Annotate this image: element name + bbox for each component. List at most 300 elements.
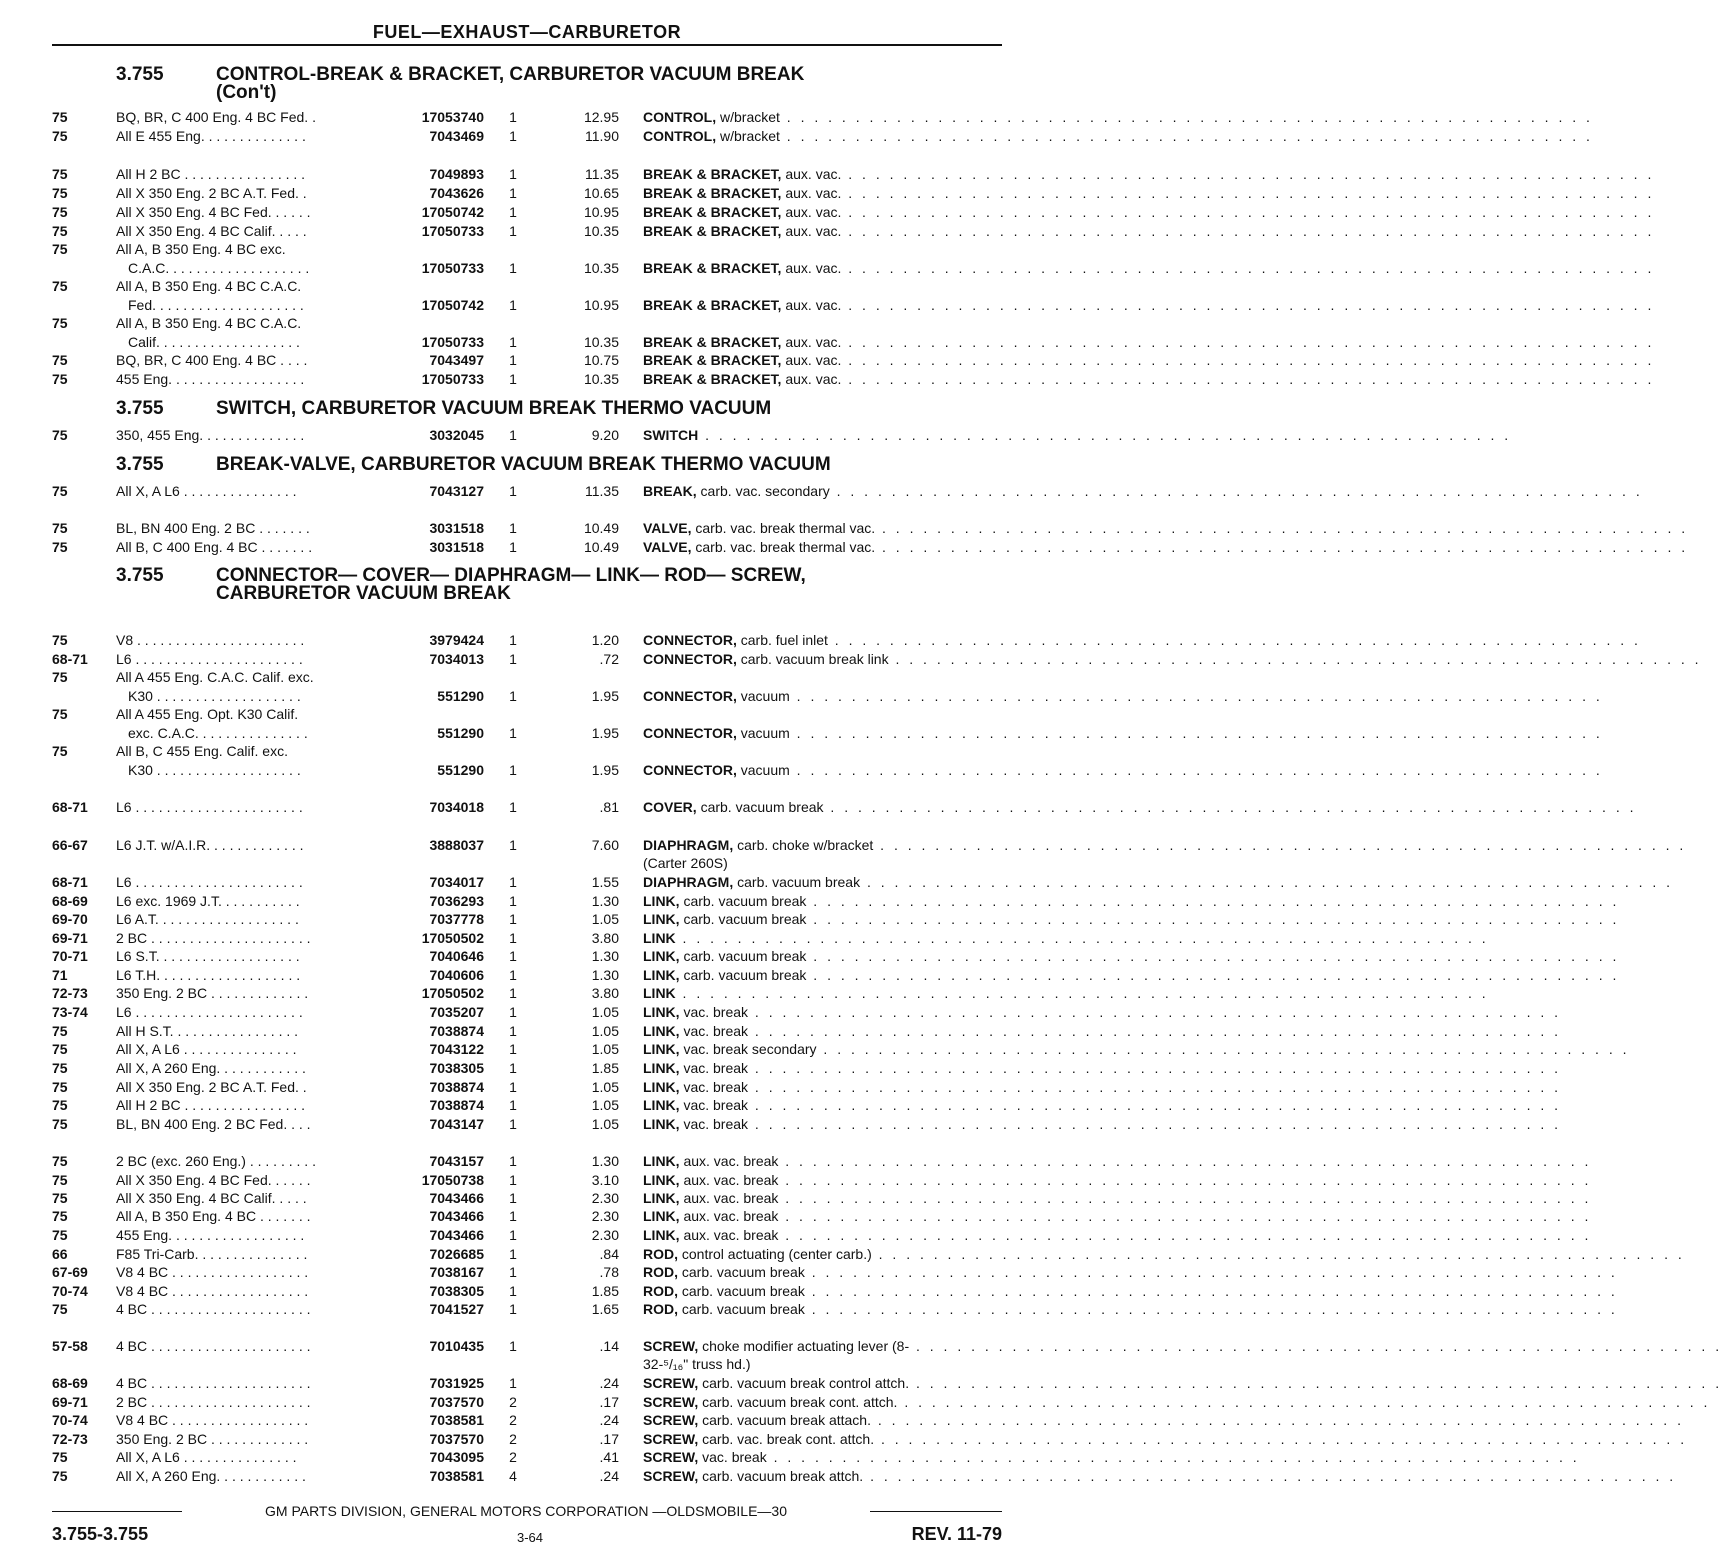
- description: [643, 426, 1512, 444]
- model-year: 75: [52, 1116, 68, 1132]
- description: [643, 892, 1620, 910]
- part-description: aux. vac.: [781, 185, 842, 201]
- part-name: LINK,: [643, 1097, 680, 1113]
- price: 11.35: [585, 483, 619, 499]
- price: 1.95: [591, 725, 619, 741]
- model-year: 68-69: [52, 893, 88, 909]
- leader-dots: . . . . . . . . . . . . . . . . . . . . . . . . . . . . . . . . . . . . . . . . . . . . . . . . . . . . . . . . . . .: [863, 1468, 1677, 1484]
- quantity: 1: [509, 1079, 517, 1095]
- leader-dots: . . . . . . . . . . . . . . . . . . . . . . . . . . . . . . . . . . . . . . . . . . . . . . . . . . . . . . . . . . .: [829, 483, 1643, 499]
- part-number: 7035207: [429, 1004, 484, 1020]
- price: 1.95: [591, 762, 619, 778]
- part-name: DIAPHRAGM,: [643, 837, 734, 853]
- model-year: 75: [52, 185, 68, 201]
- part-name: LINK,: [643, 1208, 680, 1224]
- section-title: CONNECTOR— COVER— DIAPHRAGM— LINK— ROD— SCREW, CARBURETOR VACUUM BREAK: [216, 565, 806, 604]
- leader-dots: . . . . . . . . . . . . . . . . . . . . . . . . . . . . . . . . . . . . . . . . . . . . . . . . . . . . . . . . . . .: [778, 1153, 1592, 1169]
- price: .17: [599, 1431, 619, 1447]
- quantity: 1: [509, 1116, 517, 1132]
- part-number: 7037570: [429, 1394, 484, 1410]
- model-year: 70-74: [52, 1283, 88, 1299]
- application: K30 . . . . . . . . . . . . . . . . . . .: [128, 762, 301, 778]
- application: All X, A L6 . . . . . . . . . . . . . . .: [116, 483, 297, 499]
- application: All A, B 350 Eng. 4 BC C.A.C.: [116, 315, 302, 331]
- leader-dots: . . . . . . . . . . . . . . . . . . . . . . . . . . . . . . . . . . . . . . . . . . . . . . . . . . . . . . . . . . .: [827, 632, 1641, 648]
- part-number: 7040606: [429, 967, 484, 983]
- part-description: (Carter 260S): [643, 855, 728, 871]
- description: [643, 798, 1637, 816]
- description: [643, 482, 1643, 500]
- application: All X 350 Eng. 4 BC Calif. . . . .: [116, 223, 307, 239]
- application: K30 . . . . . . . . . . . . . . . . . . .: [128, 688, 301, 704]
- leader-dots: . . . . . . . . . . . . . . . . . . . . . . . . . . . . . . . . . . . . . . . . . . . . . . . . . . . . . . . . . . .: [748, 1023, 1562, 1039]
- leader-dots: . . . . . . . . . . . . . . . . . . . . . . . . . . . . . . . . . . . . . . . . . . . . . . . . . . . . . . . . . . .: [748, 1060, 1562, 1076]
- part-description: carb. vac. secondary: [696, 483, 830, 499]
- price: 1.30: [591, 1153, 619, 1169]
- part-name: LINK,: [643, 911, 680, 927]
- price: .17: [599, 1394, 619, 1410]
- part-number: 7038581: [429, 1412, 484, 1428]
- model-year: 75: [52, 427, 68, 443]
- description: [643, 1282, 1618, 1300]
- description: [643, 1040, 1630, 1058]
- model-year: 75: [52, 706, 68, 722]
- part-name: SCREW,: [643, 1449, 699, 1465]
- part-description: w/bracket: [716, 128, 780, 144]
- price: 1.05: [591, 1079, 619, 1095]
- part-number: 7026685: [429, 1246, 484, 1262]
- leader-dots: . . . . . . . . . . . . . . . . . . . . . . . . . . . . . . . . . . . . . . . . . . . . . . . . . . . . . . . . . . .: [748, 1116, 1562, 1132]
- application: L6 exc. 1969 J.T. . . . . . . . . . .: [116, 893, 300, 909]
- part-description: carb. vacuum break: [733, 874, 861, 890]
- part-description: carb. fuel inlet: [736, 632, 828, 648]
- part-name: BREAK & BRACKET,: [643, 297, 782, 313]
- application: V8 4 BC . . . . . . . . . . . . . . . . . .: [116, 1264, 309, 1280]
- leader-dots: . . . . . . . . . . . . . . . . . . . . . . . . . . . . . . . . . . . . . . . . . . . . . . . . . . . . . . . . . . .: [873, 837, 1687, 853]
- price: 10.75: [583, 352, 619, 368]
- price: .84: [599, 1246, 619, 1262]
- price: 10.35: [583, 371, 619, 387]
- quantity: 1: [509, 1283, 517, 1299]
- part-number: 17050733: [421, 223, 484, 239]
- model-year: 75: [52, 1301, 68, 1317]
- part-name: LINK,: [643, 1153, 680, 1169]
- model-year: 75: [52, 315, 68, 331]
- quantity: 1: [509, 1227, 517, 1243]
- part-description: vac. break: [679, 1023, 749, 1039]
- leader-dots: . . . . . . . . . . . . . . . . . . . . . . . . . . . . . . . . . . . . . . . . . . . . . . . . . . . . . . . . . . .: [871, 1412, 1684, 1428]
- model-year: 75: [52, 1079, 68, 1095]
- leader-dots: . . . . . . . . . . . . . . . . . . . . . . . . . . . . . . . . . . . . . . . . . . . . . . . . . . . . . . . . . . .: [779, 109, 1593, 125]
- application: Fed. . . . . . . . . . . . . . . . . . . .: [128, 297, 304, 313]
- quantity: 1: [509, 632, 517, 648]
- application: 350 Eng. 2 BC . . . . . . . . . . . . .: [116, 985, 309, 1001]
- part-name: LINK,: [643, 1172, 680, 1188]
- description: [643, 1300, 1618, 1318]
- description: [643, 333, 1655, 351]
- quantity: 1: [509, 539, 517, 555]
- part-number: 3888037: [429, 837, 484, 853]
- application: All X 350 Eng. 4 BC Calif. . . . .: [116, 1190, 307, 1206]
- part-description: aux. vac. break: [679, 1190, 779, 1206]
- model-year: 75: [52, 166, 68, 182]
- description: [643, 910, 1620, 928]
- model-year: 75: [52, 632, 68, 648]
- price: 3.80: [591, 985, 619, 1001]
- application: V8 . . . . . . . . . . . . . . . . . . . . . .: [116, 632, 305, 648]
- part-description: carb. vacuum break: [679, 948, 807, 964]
- application: All H S.T. . . . . . . . . . . . . . . . .: [116, 1023, 299, 1039]
- model-year: 75: [52, 1208, 68, 1224]
- leader-dots: . . . . . . . . . . . . . . . . . . . . . . . . . . . . . . . . . . . . . . . . . . . . . . . . . . . . . . . . . . .: [779, 128, 1593, 144]
- model-year: 72-73: [52, 985, 88, 1001]
- leader-dots: . . . . . . . . . . . . . . . . . . . . . . . . . . . . . . . . . . . . . . . . . . . . . . . . . . . . . . . . . . .: [698, 427, 1512, 443]
- part-description: vac. break: [679, 1079, 749, 1095]
- part-number: 17050733: [421, 334, 484, 350]
- leader-dots: . . . . . . . . . . . . . . . . . . . . . . . . . . . . . . . . . . . . . . . . . . . . . . . . . . . . . . . . . . .: [841, 371, 1655, 387]
- price: 10.35: [583, 334, 619, 350]
- part-name: CONNECTOR,: [643, 651, 737, 667]
- leader-dots: . . . . . . . . . . . . . . . . . . . . . . . . . . . . . . . . . . . . . . . . . . . . . . . . . . . . . . . . . . .: [778, 1172, 1592, 1188]
- description: [643, 1096, 1562, 1114]
- description: [643, 1411, 1684, 1429]
- quantity: 1: [509, 762, 517, 778]
- description: [643, 1115, 1562, 1133]
- part-name: BREAK & BRACKET,: [643, 185, 782, 201]
- description: [643, 1467, 1677, 1485]
- part-name: BREAK,: [643, 483, 697, 499]
- quantity: 1: [509, 1172, 517, 1188]
- quantity: 1: [509, 260, 517, 276]
- price: 3.10: [591, 1172, 619, 1188]
- page-header: FUEL—EXHAUST—CARBURETOR: [372, 22, 682, 42]
- model-year: 66: [52, 1246, 68, 1262]
- leader-dots: . . . . . . . . . . . . . . . . . . . . . . . . . . . . . . . . . . . . . . . . . . . . . . . . . . . . . . . . . . .: [804, 1283, 1618, 1299]
- quantity: 2: [509, 1394, 517, 1410]
- quantity: 1: [509, 1264, 517, 1280]
- quantity: 1: [509, 223, 517, 239]
- leader-dots: . . . . . . . . . . . . . . . . . . . . . . . . . . . . . . . . . . . . . . . . . . . . . . . . . . . . . . . . . . .: [778, 1208, 1592, 1224]
- leader-dots: . . . . . . . . . . . . . . . . . . . . . . . . . . . . . . . . . . . . . . . . . . . . . . . . . . . . . . . . . . .: [841, 185, 1655, 201]
- price: 10.49: [583, 539, 619, 555]
- part-number: 7036293: [429, 893, 484, 909]
- part-number: 17050733: [421, 371, 484, 387]
- description: [643, 966, 1620, 984]
- price: 1.85: [591, 1060, 619, 1076]
- quantity: 1: [509, 651, 517, 667]
- part-name: CONTROL,: [643, 128, 717, 144]
- part-description: carb. vac. break thermal vac.: [691, 539, 876, 555]
- quantity: 1: [509, 688, 517, 704]
- part-description: aux. vac. break: [679, 1153, 779, 1169]
- part-description: vac. break: [698, 1449, 767, 1465]
- description: [643, 296, 1655, 314]
- description: [643, 1207, 1592, 1225]
- price: 1.05: [591, 911, 619, 927]
- part-number: 17053740: [421, 109, 484, 125]
- part-description: choke modifier actuating lever (8-: [698, 1338, 910, 1354]
- price: .81: [599, 799, 619, 815]
- quantity: 1: [509, 1023, 517, 1039]
- model-year: 75: [52, 520, 68, 536]
- application: All A 455 Eng. Opt. K30 Calif.: [116, 706, 299, 722]
- quantity: 1: [509, 874, 517, 890]
- leader-dots: . . . . . . . . . . . . . . . . . . . . . . . . . . . . . . . . . . . . . . . . . . . . . . . . . . . . . . . . . . .: [841, 260, 1655, 276]
- part-name: ROD,: [643, 1283, 678, 1299]
- model-year: 75: [52, 1468, 68, 1484]
- leader-dots: . . . . . . . . . . . . . . . . . . . . . . . . . . . . . . . . . . . . . . . . . . . . . . . . . . . . . . . . . . .: [789, 762, 1603, 778]
- application: 4 BC . . . . . . . . . . . . . . . . . . . . .: [116, 1338, 311, 1354]
- part-name: LINK,: [643, 1004, 680, 1020]
- part-name: ROD,: [643, 1264, 678, 1280]
- description: [643, 1245, 1685, 1263]
- leader-dots: . . . . . . . . . . . . . . . . . . . . . . . . . . . . . . . . . . . . . . . . . . . . . . . . . . . . . . . . . . .: [675, 985, 1489, 1001]
- leader-dots: . . . . . . . . . . . . . . . . . . . . . . . . . . . . . . . . . . . . . . . . . . . . . . . . . . . . . . . . . . .: [841, 297, 1655, 313]
- part-name: BREAK & BRACKET,: [643, 166, 782, 182]
- description: [643, 1022, 1562, 1040]
- description: [643, 1448, 1580, 1466]
- part-name: CONNECTOR,: [643, 688, 737, 704]
- part-number: 7010435: [429, 1338, 484, 1354]
- leader-dots: . . . . . . . . . . . . . . . . . . . . . . . . . . . . . . . . . . . . . . . . . . . . . . . . . . . . . . . . . . .: [804, 1264, 1618, 1280]
- leader-dots: . . . . . . . . . . . . . . . . . . . . . . . . . . . . . . . . . . . . . . . . . . . . . . . . . . . . . . . . . . .: [748, 1079, 1562, 1095]
- price: 1.55: [591, 874, 619, 890]
- leader-dots: . . . . . . . . . . . . . . . . . . . . . . . . . . . . . . . . . . . . . . . . . . . . . . . . . . . . . . . . . . .: [804, 1301, 1618, 1317]
- part-number: 7043127: [429, 483, 484, 499]
- section-title: SWITCH, CARBURETOR VACUUM BREAK THERMO VACUUM: [216, 398, 772, 419]
- part-description: carb. vacuum break control attch.: [698, 1375, 910, 1391]
- part-description: carb. vacuum break: [679, 893, 807, 909]
- application: All X, A L6 . . . . . . . . . . . . . . .: [116, 1449, 297, 1465]
- part-number: 17050733: [421, 260, 484, 276]
- application: All X 350 Eng. 4 BC Fed. . . . . .: [116, 204, 311, 220]
- footer-revision: REV. 11-79: [911, 1524, 1002, 1544]
- part-description: vac. break: [679, 1097, 749, 1113]
- part-description: carb. vacuum break attach.: [698, 1412, 871, 1428]
- section-number: 3.755: [116, 398, 164, 419]
- quantity: 1: [509, 1097, 517, 1113]
- application: All X 350 Eng. 2 BC A.T. Fed. .: [116, 185, 307, 201]
- part-name: CONNECTOR,: [643, 762, 737, 778]
- part-description: carb. vacuum break: [679, 911, 807, 927]
- application: All H 2 BC . . . . . . . . . . . . . . . .: [116, 1097, 306, 1113]
- leader-dots: . . . . . . . . . . . . . . . . . . . . . . . . . . . . . . . . . . . . . . . . . . . . . . . . . . . . . . . . . . .: [748, 1097, 1562, 1113]
- part-number: 7041527: [429, 1301, 484, 1317]
- price: .41: [599, 1449, 619, 1465]
- part-name: VALVE,: [643, 539, 692, 555]
- part-description: vac. break: [679, 1004, 749, 1020]
- part-name: BREAK & BRACKET,: [643, 334, 782, 350]
- leader-dots: . . . . . . . . . . . . . . . . . . . . . . . . . . . . . . . . . . . . . . . . . . . . . . . . . . . . . . . . . . .: [841, 352, 1655, 368]
- price: 10.49: [583, 520, 619, 536]
- price: 1.65: [591, 1301, 619, 1317]
- application: 4 BC . . . . . . . . . . . . . . . . . . . . .: [116, 1375, 311, 1391]
- description: [643, 370, 1655, 388]
- application: All X, A L6 . . . . . . . . . . . . . . .: [116, 1041, 297, 1057]
- price: 2.30: [591, 1227, 619, 1243]
- part-name: BREAK & BRACKET,: [643, 352, 782, 368]
- part-number: 7043497: [429, 352, 484, 368]
- part-number: 17050738: [421, 1172, 484, 1188]
- leader-dots: . . . . . . . . . . . . . . . . . . . . . . . . . . . . . . . . . . . . . . . . . . . . . . . . . . . . . . . . . . .: [841, 166, 1655, 182]
- application: All A, B 350 Eng. 4 BC exc.: [116, 241, 286, 257]
- part-number: 7043157: [429, 1153, 484, 1169]
- quantity: 1: [509, 109, 517, 125]
- application: Calif. . . . . . . . . . . . . . . . . . .: [128, 334, 300, 350]
- application: All X 350 Eng. 2 BC A.T. Fed. .: [116, 1079, 307, 1095]
- part-number: 7038167: [429, 1264, 484, 1280]
- model-year: 57-58: [52, 1338, 88, 1354]
- price: 1.05: [591, 1116, 619, 1132]
- part-number: 7034018: [429, 799, 484, 815]
- part-description: carb. vac. break thermal vac.: [691, 520, 876, 536]
- price: 7.60: [591, 837, 619, 853]
- footer-section-range: 3.755-3.755: [52, 1524, 149, 1544]
- model-year: 75: [52, 743, 68, 759]
- application: 350 Eng. 2 BC . . . . . . . . . . . . .: [116, 1431, 309, 1447]
- quantity: 1: [509, 297, 517, 313]
- application: V8 4 BC . . . . . . . . . . . . . . . . . .: [116, 1412, 309, 1428]
- model-year: 75: [52, 669, 68, 685]
- part-number: 7038874: [429, 1079, 484, 1095]
- model-year: 75: [52, 1023, 68, 1039]
- price: 1.30: [591, 948, 619, 964]
- model-year: 75: [52, 539, 68, 555]
- application: L6 . . . . . . . . . . . . . . . . . . . . . .: [116, 651, 303, 667]
- part-number: 7043466: [429, 1190, 484, 1206]
- part-number: 7043466: [429, 1208, 484, 1224]
- description: [643, 854, 1005, 872]
- quantity: 2: [509, 1449, 517, 1465]
- description: [643, 873, 1674, 891]
- part-number: 7038581: [429, 1468, 484, 1484]
- footer-page-number: 3-64: [516, 1530, 544, 1545]
- price: 1.95: [591, 688, 619, 704]
- price: .24: [599, 1468, 619, 1484]
- description: [643, 836, 1687, 854]
- model-year: 68-71: [52, 799, 88, 815]
- part-number: 7038305: [429, 1060, 484, 1076]
- part-description: vacuum: [736, 725, 790, 741]
- price: 1.30: [591, 967, 619, 983]
- section-title: BREAK-VALVE, CARBURETOR VACUUM BREAK THERMO VACUUM: [216, 454, 831, 475]
- quantity: 1: [509, 1301, 517, 1317]
- footer-rule-right: [870, 1511, 1002, 1512]
- part-number: 17050742: [421, 297, 484, 313]
- description: [643, 519, 1689, 537]
- quantity: 1: [509, 334, 517, 350]
- leader-dots: . . . . . . . . . . . . . . . . . . . . . . . . . . . . . . . . . . . . . . . . . . . . . . . . . . . . . . . . . . .: [909, 1375, 1722, 1391]
- leader-dots: . . . . . . . . . . . . . . . . . . . . . . . . . . . . . . . . . . . . . . . . . . . . . . . . . . . . . . . . . . .: [897, 1394, 1711, 1410]
- part-description: carb. vacuum break: [678, 1301, 805, 1317]
- part-number: 7049893: [429, 166, 484, 182]
- price: 1.85: [591, 1283, 619, 1299]
- part-description: 32-⁵/₁₆" truss hd.): [643, 1356, 751, 1372]
- part-name: BREAK & BRACKET,: [643, 223, 782, 239]
- part-name: LINK: [643, 930, 676, 946]
- quantity: 1: [509, 930, 517, 946]
- leader-dots: . . . . . . . . . . . . . . . . . . . . . . . . . . . . . . . . . . . . . . . . . . . . . . . . . . . . . . . . . . .: [789, 688, 1603, 704]
- application: 350, 455 Eng. . . . . . . . . . . . . .: [116, 427, 305, 443]
- part-number: 7031925: [429, 1375, 484, 1391]
- application: 2 BC (exc. 260 Eng.) . . . . . . . . .: [116, 1153, 316, 1169]
- leader-dots: . . . . . . . . . . . . . . . . . . . . . . . . . . . . . . . . . . . . . . . . . . . . . . . . . . . . . . . . . . .: [789, 725, 1603, 741]
- header-rule: [52, 44, 1002, 46]
- part-name: LINK,: [643, 1060, 680, 1076]
- part-name: CONTROL,: [643, 109, 717, 125]
- application: L6 A.T. . . . . . . . . . . . . . . . . . .: [116, 911, 299, 927]
- application: 2 BC . . . . . . . . . . . . . . . . . . . . .: [116, 930, 311, 946]
- footer-rule-left: [52, 1511, 182, 1512]
- part-name: BREAK & BRACKET,: [643, 260, 782, 276]
- part-description: vac. break: [679, 1060, 749, 1076]
- part-name: DIAPHRAGM,: [643, 874, 734, 890]
- part-name: SCREW,: [643, 1412, 699, 1428]
- application: L6 J.T. w/A.I.R. . . . . . . . . . . . .: [116, 837, 304, 853]
- model-year: 69-71: [52, 930, 88, 946]
- part-number: 3032045: [429, 427, 484, 443]
- description: [643, 222, 1655, 240]
- description: [643, 108, 1593, 126]
- model-year: 75: [52, 1227, 68, 1243]
- part-description: aux. vac.: [781, 166, 842, 182]
- part-number: 7037778: [429, 911, 484, 927]
- model-year: 70-71: [52, 948, 88, 964]
- application: L6 S.T. . . . . . . . . . . . . . . . . . .: [116, 948, 300, 964]
- model-year: 69-70: [52, 911, 88, 927]
- description: [643, 184, 1655, 202]
- part-number: 7040646: [429, 948, 484, 964]
- part-number: 7043469: [429, 128, 484, 144]
- section-number: 3.755: [116, 565, 164, 586]
- application: BQ, BR, C 400 Eng. 4 BC Fed. .: [116, 109, 316, 125]
- quantity: 1: [509, 1041, 517, 1057]
- description: [643, 165, 1655, 183]
- part-number: 7038305: [429, 1283, 484, 1299]
- part-name: SCREW,: [643, 1338, 699, 1354]
- quantity: 1: [509, 725, 517, 741]
- application: All A, B 350 Eng. 4 BC . . . . . . .: [116, 1208, 311, 1224]
- leader-dots: . . . . . . . . . . . . . . . . . . . . . . . . . . . . . . . . . . . . . . . . . . . . . . . . . . . . . . . . . . .: [860, 874, 1674, 890]
- quantity: 1: [509, 1338, 517, 1354]
- application: BL, BN 400 Eng. 2 BC Fed. . . .: [116, 1116, 311, 1132]
- part-name: SWITCH: [643, 427, 699, 443]
- price: .72: [599, 651, 619, 667]
- part-number: 17050502: [421, 985, 484, 1001]
- part-description: carb. vacuum break: [679, 967, 807, 983]
- quantity: 1: [509, 1190, 517, 1206]
- part-number: 7034013: [429, 651, 484, 667]
- price: .14: [599, 1338, 619, 1354]
- price: 10.35: [583, 260, 619, 276]
- application: 2 BC . . . . . . . . . . . . . . . . . . . . .: [116, 1394, 311, 1410]
- application: L6 . . . . . . . . . . . . . . . . . . . . . .: [116, 1004, 303, 1020]
- part-name: LINK,: [643, 1190, 680, 1206]
- part-description: aux. vac.: [781, 371, 842, 387]
- part-name: CONNECTOR,: [643, 632, 737, 648]
- part-description: aux. vac.: [781, 297, 842, 313]
- model-year: 75: [52, 1190, 68, 1206]
- application: All X 350 Eng. 4 BC Fed. . . . . .: [116, 1172, 311, 1188]
- part-name: LINK,: [643, 967, 680, 983]
- part-number: 7043122: [429, 1041, 484, 1057]
- description: [643, 1430, 1688, 1448]
- price: 1.05: [591, 1041, 619, 1057]
- quantity: 1: [509, 520, 517, 536]
- quantity: 2: [509, 1412, 517, 1428]
- model-year: 69-71: [52, 1394, 88, 1410]
- part-name: LINK,: [643, 1116, 680, 1132]
